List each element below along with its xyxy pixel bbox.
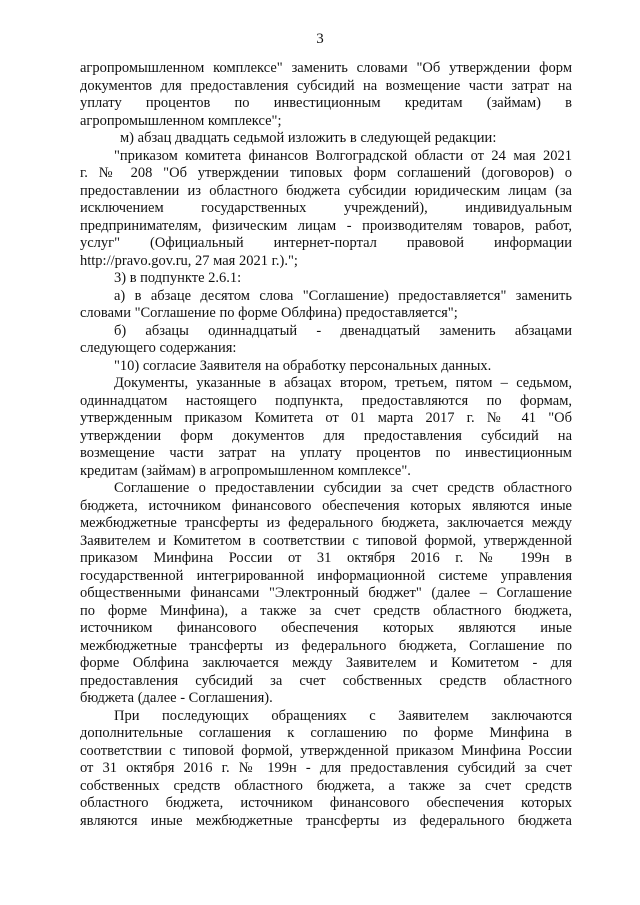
text-line: http://pravo.gov.ru, 27 мая 2021 г.)."; [80,252,298,269]
page-number: 3 [316,31,324,47]
text-line: документов для предоставления субсидий на возмещение части затрат на [80,77,572,94]
text-line: услуг" (Официальный интернет-портал правовой информации [80,235,572,251]
text-line: по форме Минфина), а также за счет средств областного бюджета, [80,602,572,619]
text-line: м) абзац двадцать седьмой изложить в следующей редакции: [120,130,497,146]
text-line: "10) согласие Заявителя на обработку персональных данных. [114,357,492,374]
text-line: кредитам (займам) в агропромышленном комплексе". [80,462,411,479]
text-line: уплату процентов по инвестиционным кредитам (займам) в [80,95,572,111]
text-line: "приказом комитета финансов Волгоградской области от 24 мая 2021 [114,147,572,164]
text-line: 3) в подпункте 2.6.1: [114,270,242,286]
text-line: Соглашение о предоставлении субсидии за счет средств областного [114,480,572,496]
text-line: исключением государственных учреждений), индивидуальным [80,200,572,216]
text-line: межбюджетные трансферты из федерального бюджета, Соглашение по [80,637,572,654]
text-line: приказом Минфина России от 31 октября 2016 г. № 199н в [80,550,572,566]
text-line: источником финансового обеспечения которых являются иные [80,620,572,636]
text-line: форме Облфина заключается между Заявителем и Комитетом - для [80,655,572,671]
text-line: являются иные межбюджетные трансферты из федерального бюджета [80,812,572,829]
text-line: государственной интегрированной информационной системе управления [80,567,572,584]
text-line: При последующих обращениях с Заявителем заключаются [114,707,572,724]
text-line: от 31 октября 2016 г. № 199н - для предоставления субсидий за счет [80,760,572,776]
text-line: межбюджетные трансферты из федерального бюджета, заключается между [80,515,572,531]
text-line: а) в абзаце десятом слова "Соглашение) предоставляется" заменить [114,287,572,304]
text-line: словами "Соглашение по форме Облфина) предоставляется"; [80,305,458,321]
text-line: предоставлении из областного бюджета субсидии юридическим лицам (за [80,182,572,199]
text-line: Заявителем и Комитетом в соответствии с типовой формой, утвержденной [80,532,572,549]
text-line: возмещение части затрат на уплату процентов по инвестиционным [80,445,572,461]
text-line: бюджета (далее - Соглашения). [80,690,273,706]
text-line: областного бюджета, источником финансового обеспечения которых [80,795,572,811]
text-line: утверждении форм документов для предоставления субсидий на [80,427,572,444]
text-line: агропромышленном комплексе"; [80,112,282,129]
text-line: одиннадцатом настоящего подпункта, предоставляются по формам, [80,392,572,409]
text-line: следующего содержания: [80,340,237,356]
body-text [80,60,572,830]
text-line: соответствии с типовой формой, утвержденной приказом Минфина России [80,742,572,759]
text-line: Документы, указанные в абзацах втором, третьем, пятом – седьмом, [114,375,572,391]
text-line: дополнительные соглашения к соглашению по форме Минфина в [80,725,572,741]
text-line: б) абзацы одиннадцатый - двенадцатый заменить абзацами [114,322,572,339]
text-line: агропромышленном комплексе" заменить словами "Об утверждении форм [80,60,572,76]
text-line: собственных средств областного бюджета, а также за счет средств [80,777,572,794]
text-line: утвержденным приказом Комитета от 01 марта 2017 г. № 41 "Об [80,410,572,426]
text-line: бюджета, источником финансового обеспечения которых являются иные [80,497,572,514]
text-line: предоставления субсидий за счет собственных средств областного [80,672,572,689]
text-line: общественными финансами "Электронный бюджет" (далее – Соглашение [80,585,572,601]
text-line: г. № 208 "Об утверждении типовых форм соглашений (договоров) о [80,165,572,181]
text-line: предпринимателям, физическим лицам - производителям товаров, работ, [80,217,572,234]
